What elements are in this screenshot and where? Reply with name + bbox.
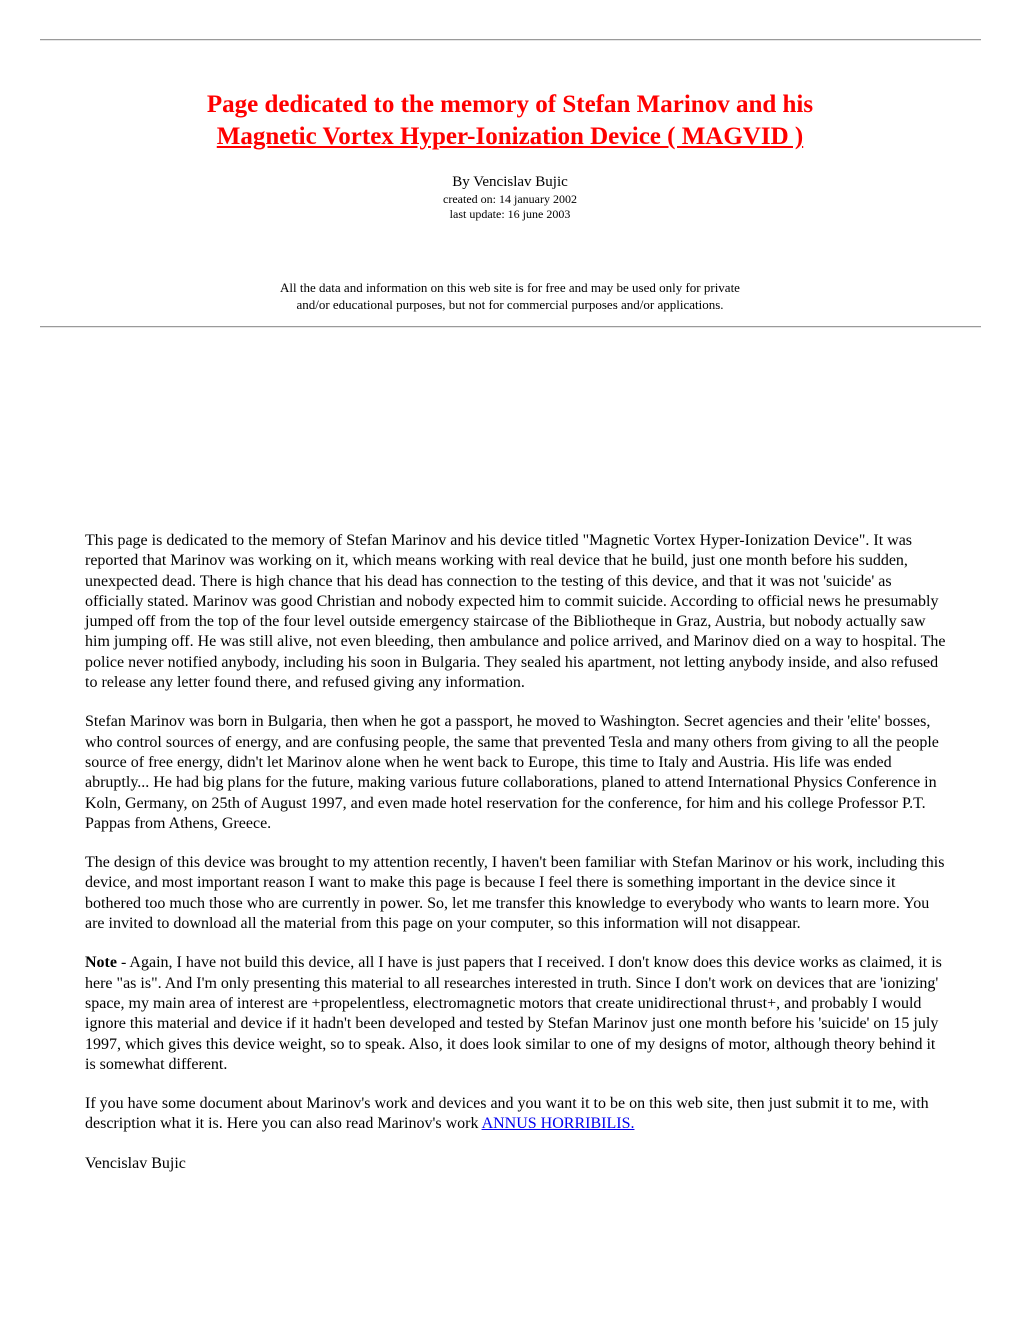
disclaimer-line-2: and/or educational purposes, but not for commercial purposes and/or applications. bbox=[296, 297, 724, 312]
created-date: created on: 14 january 2002 bbox=[443, 192, 577, 206]
paragraph-biography: Stefan Marinov was born in Bulgaria, then when he got a passport, he moved to Washington. Secret agencies and their 'elite' bosses, who control sources of energy, and are confusing people, the same that prevented Tesla and many others from giving to all the people source of free energy, didn't let Marinov alone when he went back to Europe, this time to Italy and Austria. His life was ended abruptly... He had big plans for the future, making various future collaborations, planed to attend International Physics Conference in Koln, Germany, on 25th of August 1997, and even made hotel reservation for the conference, for him and his college Professor P.T. Pappas from Athens, Greece. bbox=[85, 713, 939, 832]
annus-horribilis-link[interactable]: ANNUS HORRIBILIS. bbox=[481, 1115, 635, 1133]
author-line: By Vencislav Bujic bbox=[452, 174, 568, 190]
paragraph-note bbox=[85, 953, 950, 1075]
byline bbox=[0, 172, 1020, 222]
submission-text: If you have some document about Marinov's work and devices and you want it to be on this web site, then just submit it to me, with description what it is. Here you can also read Marinov's work bbox=[85, 1095, 929, 1133]
header-divider bbox=[40, 326, 981, 328]
disclaimer-line-1: All the data and information on this web site is for free and may be used only for private bbox=[280, 280, 740, 295]
usage-disclaimer bbox=[0, 279, 1020, 313]
note-text: - Again, I have not build this device, all I have is just papers that I received. I don't know does this device works as claimed, it is here "as is". And I'm only presenting this material to all researches interested in truth. Since I don't work on devices that are 'ionizing' space, my main area of interest are +propelentless, electromagnetic motors that create unidirectional thrust+, and probably I would ignore this material and device if it hadn't been developed and tested by Stefan Marinov just one month before his 'suicide' on 15 july 1997, which gives this device weight, so to speak. Also, it does look similar to one of my designs of motor, although theory behind it is somewhat different. bbox=[85, 954, 942, 1073]
signature: Vencislav Bujic bbox=[85, 1154, 186, 1172]
note-label: Note bbox=[85, 954, 117, 972]
title-line-1: Page dedicated to the memory of Stefan Marinov and his bbox=[206, 91, 814, 118]
magvid-title-link[interactable]: Magnetic Vortex Hyper-Ionization Device ( MAGVID ) bbox=[216, 123, 804, 150]
paragraph-dedication: This page is dedicated to the memory of Stefan Marinov and his device titled "Magnetic Vortex Hyper-Ionization Device". It was reported that Marinov was working on it, which means working with real device that he build, just one month before his sudden, unexpected dead. There is high chance that his dead has connection to the testing of this device, and that it was not 'suicide' as officially stated. Marinov was good Christian and nobody expected him to commit suicide. According to official news he presumably jumped off from the top of the four level outside emergency staircase of the Bibliotheque in Graz, Austria, but nobody actually saw him jumping off. He was still alive, not even bleeding, then ambulance and police arrived, and Marinov died on a way to hospital. The police never notified anybody, including his soon in Bulgaria. They sealed his apartment, not letting anybody inside, and also refused to release any letter found there, and refused giving any information. bbox=[85, 532, 946, 692]
article-body bbox=[85, 531, 950, 1193]
updated-date: last update: 16 june 2003 bbox=[449, 207, 571, 221]
top-divider bbox=[40, 39, 981, 41]
page-title bbox=[0, 89, 1020, 153]
paragraph-motivation: The design of this device was brought to my attention recently, I haven't been familiar with Stefan Marinov or his work, including this device, and most important reason I want to make this page is because I feel there is something important in the device since it bothered too much those who are currently in power. So, let me transfer this knowledge to everybody who wants to learn more. You are invited to download all the material from this page on your computer, so this information will not disappear. bbox=[85, 854, 945, 933]
paragraph-submission bbox=[85, 1094, 950, 1135]
